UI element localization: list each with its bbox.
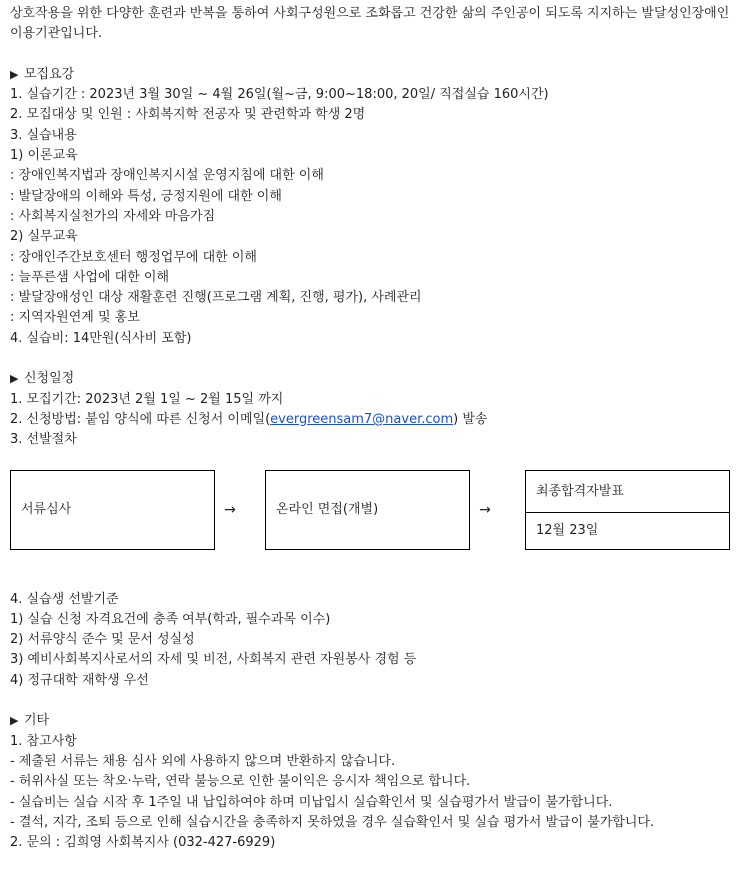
recruit-line: : 발달장애성인 대상 재활훈련 진행(프로그램 계획, 진행, 평가), 사례관리 bbox=[10, 290, 422, 306]
recruit-line: 1. 실습기간 : 2023년 3월 30일 ~ 4월 26일(월~금, 9:00~18:00, 20일/ 직접실습 160시간) bbox=[10, 87, 549, 103]
flow-step-online-interview: 온라인 면접(개별) bbox=[265, 470, 470, 550]
recruit-line: : 발달장애의 이해와 특성, 긍정지원에 대한 이해 bbox=[10, 188, 282, 204]
section-title-recruit: ▶ 모집요강 bbox=[10, 65, 735, 85]
triangle-right-icon: ▶ bbox=[10, 714, 19, 728]
other-line: - 실습비는 실습 시작 후 1주일 내 납입하여야 하며 미납입시 실습확인서 및 실습평가서 발급이 불가합니다. bbox=[10, 794, 613, 810]
recruit-line: : 장애인복지법과 장애인복지시설 운영지침에 대한 이해 bbox=[10, 168, 324, 184]
schedule-process: 3. 선발절차 bbox=[10, 432, 77, 448]
arrow-right-icon: → bbox=[479, 501, 491, 518]
recruit-line: : 지역자원연계 및 홍보 bbox=[10, 310, 140, 326]
other-line: - 허위사실 또는 착오·누락, 연락 불능으로 인한 불이익은 응시자 책임으로 합니다. bbox=[10, 774, 471, 790]
selection-flow bbox=[10, 470, 735, 560]
triangle-right-icon: ▶ bbox=[10, 67, 19, 81]
contact-line: 2. 문의 : 김희영 사회복지사 (032-427-6929) bbox=[10, 835, 276, 851]
flow-step-final-announcement bbox=[525, 470, 730, 550]
recruit-line: 3. 실습내용 bbox=[10, 127, 77, 143]
recruit-line: : 장애인주간보호센터 행정업무에 대한 이해 bbox=[10, 249, 257, 265]
flow-step-document-review: 서류심사 bbox=[10, 470, 215, 550]
recruit-line: 1) 이론교육 bbox=[10, 148, 78, 164]
recruit-line: 4. 실습비: 14만원(식사비 포함) bbox=[10, 330, 192, 346]
other-line: - 제출된 서류는 채용 심사 외에 사용하지 않으며 반환하지 않습니다. bbox=[10, 753, 396, 769]
criteria-line: 1) 실습 신청 자격요건에 충족 여부(학과, 필수과목 이수) bbox=[10, 611, 331, 627]
criteria-line: 4) 정규대학 재학생 우선 bbox=[10, 672, 149, 688]
other-line: 1. 참고사항 bbox=[10, 733, 77, 749]
criteria-line: 4. 실습생 선발기준 bbox=[10, 591, 119, 607]
section-title-other: ▶ 기타 bbox=[10, 711, 735, 731]
final-announcement-title: 최종합격자발표 bbox=[536, 483, 624, 499]
document-body bbox=[10, 0, 735, 853]
recruit-line: 2. 모집대상 및 인원 : 사회복지학 전공자 및 관련학과 학생 2명 bbox=[10, 107, 366, 123]
email-link[interactable]: evergreensam7@naver.com bbox=[270, 411, 454, 427]
final-announcement-date: 12월 23일 bbox=[536, 522, 599, 538]
schedule-method: 2. 신청방법: 붙임 양식에 따른 신청서 이메일(evergreensam7@naver.com) 발송 bbox=[10, 411, 488, 427]
triangle-right-icon: ▶ bbox=[10, 372, 19, 386]
section-title-schedule: ▶ 신청일정 bbox=[10, 369, 735, 389]
criteria-line: 3) 예비사회복지사로서의 자세 및 비전, 사회복지 관련 자원봉사 경험 등 bbox=[10, 652, 417, 668]
schedule-period: 1. 모집기간: 2023년 2월 1일 ~ 2월 15일 까지 bbox=[10, 391, 284, 407]
recruit-line: : 늘푸른샘 사업에 대한 이해 bbox=[10, 269, 170, 285]
criteria-line: 2) 서류양식 준수 및 문서 성실성 bbox=[10, 632, 195, 648]
intro-paragraph: 상호작용을 위한 다양한 훈련과 반복을 통하여 사회구성원으로 조화롭고 건강한 삶의 주인공이 되도록 지지하는 발달성인장애인 이용기관입니다. bbox=[10, 6, 730, 42]
arrow-right-icon: → bbox=[224, 501, 236, 518]
other-line: - 결석, 지각, 조퇴 등으로 인해 실습시간을 충족하지 못하였을 경우 실습확인서 및 실습 평가서 발급이 불가합니다. bbox=[10, 814, 655, 830]
recruit-line: : 사회복지실천가의 자세와 마음가짐 bbox=[10, 208, 216, 224]
recruit-line: 2) 실무교육 bbox=[10, 229, 78, 245]
